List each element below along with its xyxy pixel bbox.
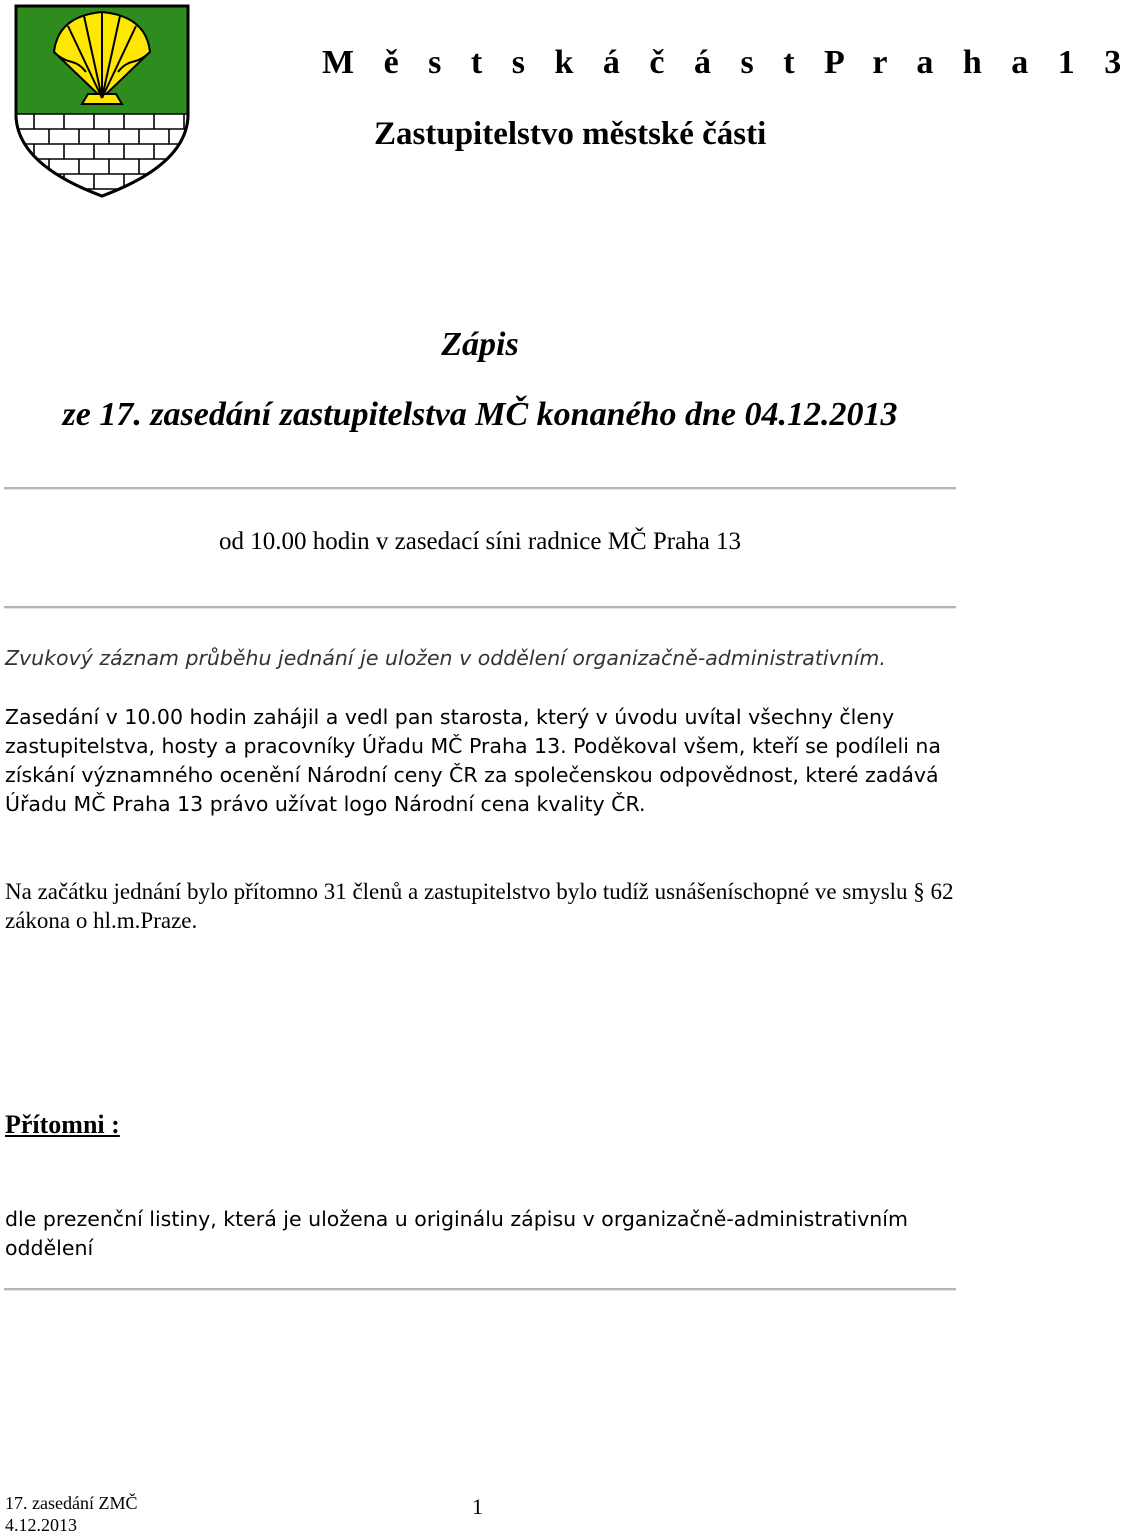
opening-paragraph: Zasedání v 10.00 hodin zahájil a vedl pan starosta, který v úvodu uvítal všechny členy zastupitelstva, hosty a pracovníky Úřadu MČ Praha 13. Poděkoval všem, kteří se podíleli na získání významného ocenění Národní ceny ČR za společenskou odpovědnost, které zadává Úřadu MČ Praha 13 právo užívat logo Národní cena kvality ČR. — [5, 705, 941, 816]
page-number: 1 — [472, 1494, 483, 1519]
footer — [5, 1492, 137, 1536]
attendance-heading: Přítomni : — [5, 1110, 120, 1139]
attendance-text: dle prezenční listiny, která je uložena u originálu zápisu v organizačně-administrativním oddělení — [5, 1207, 908, 1260]
divider — [4, 1288, 956, 1291]
session-line: ze 17. zasedání zastupitelstva MČ konaného dne 04.12.2013 — [62, 396, 898, 433]
district-title: M ě s t s k á č á s t P r a h a 1 3 — [322, 44, 1132, 81]
time-place-line: od 10.00 hodin v zasedací síni radnice MČ Praha 13 — [218, 528, 742, 555]
footer-date: 4.12.2013 — [5, 1515, 77, 1535]
quorum-paragraph: Na začátku jednání bylo přítomno 31 členů a zastupitelstvo bylo tudíž usnášeníschopné ve smyslu § 62 zákona o hl.m.Praze. — [5, 879, 954, 933]
recording-note: Zvukový záznam průběhu jednání je uložen v oddělení organizačně-administrativním. — [5, 646, 886, 670]
divider — [4, 487, 956, 490]
document-heading: Zápis — [441, 326, 519, 363]
council-title: Zastupitelstvo městské části — [374, 116, 767, 152]
prague-13-coat-of-arms-icon — [12, 2, 192, 198]
footer-session-label: 17. zasedání ZMČ — [5, 1493, 138, 1513]
divider — [4, 606, 956, 609]
